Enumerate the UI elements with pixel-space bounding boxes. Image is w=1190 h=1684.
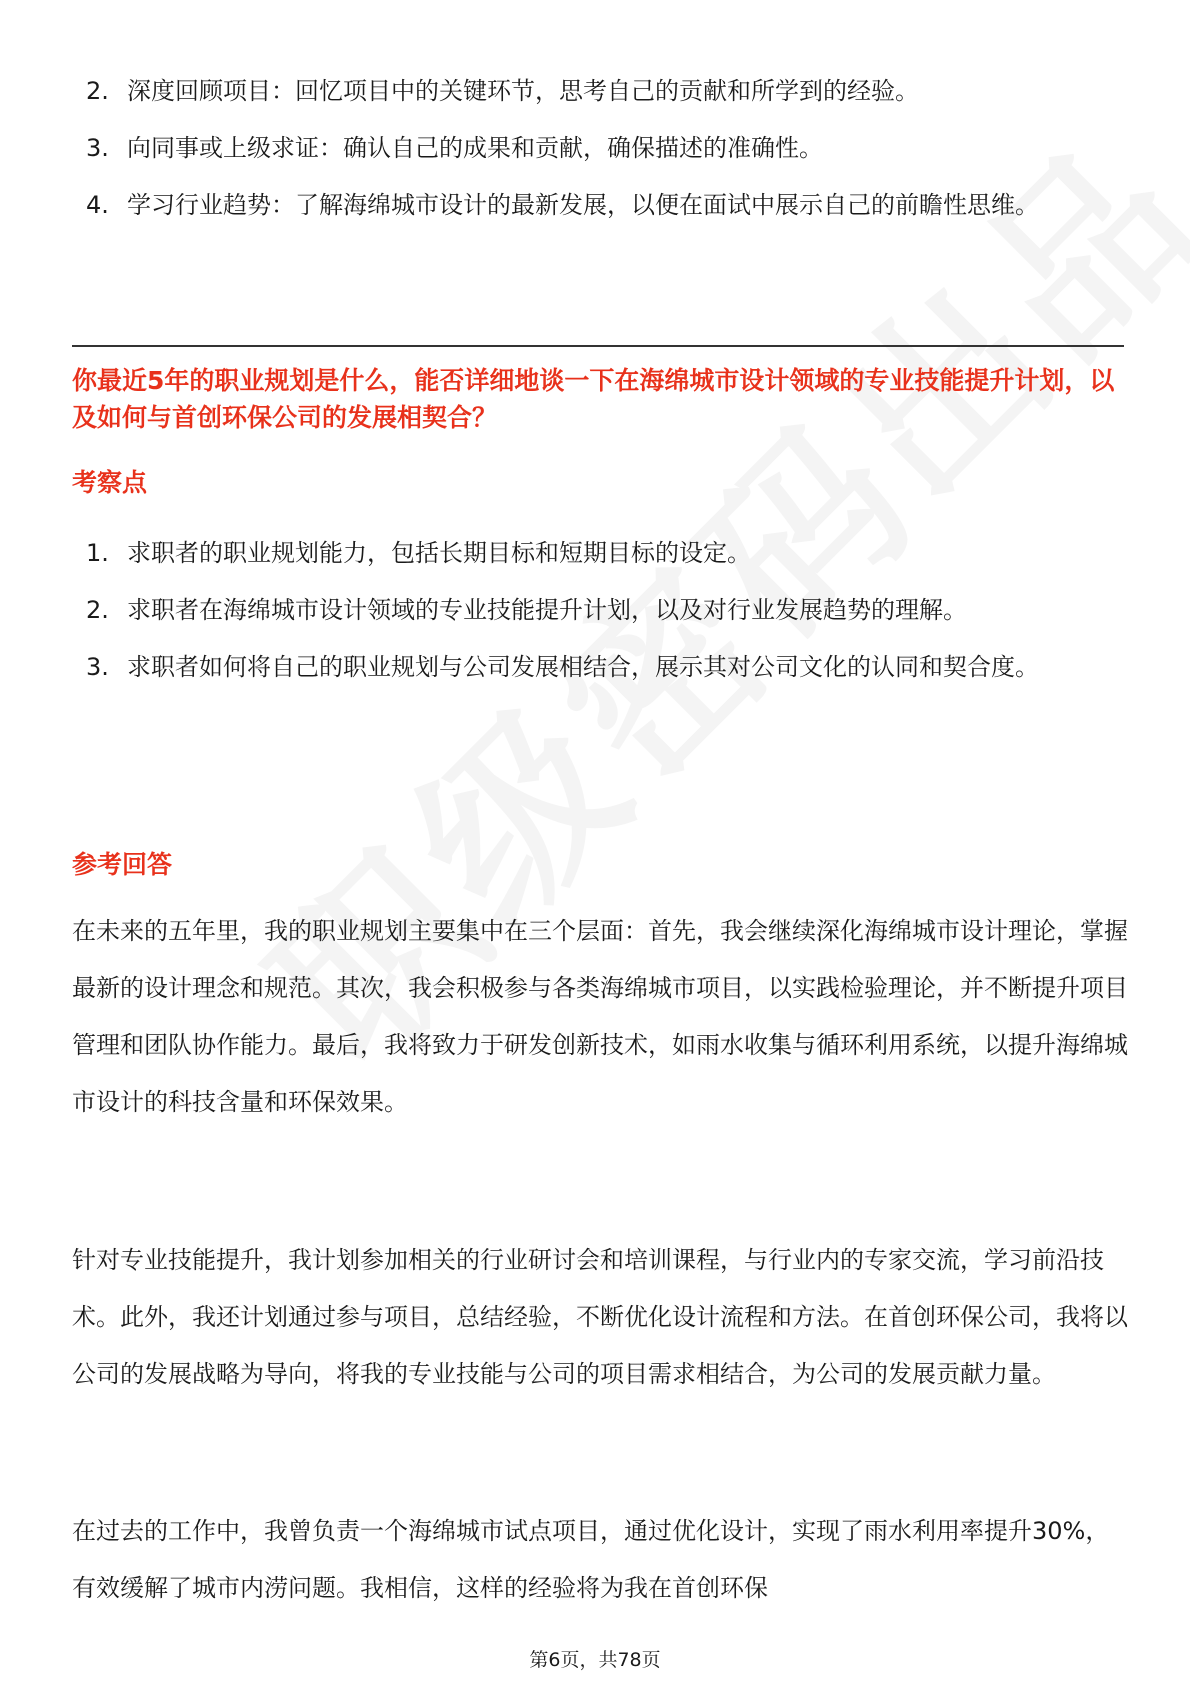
- list-item: [72, 525, 1112, 582]
- list-item: [72, 639, 1112, 696]
- list-text: 求职者如何将自己的职业规划与公司发展相结合，展示其对公司文化的认同和契合度。: [127, 653, 1039, 681]
- list-text: 向同事或上级求证：确认自己的成果和贡献，确保描述的准确性。: [127, 134, 823, 162]
- section-divider: [72, 345, 1124, 347]
- answer-paragraph: 在未来的五年里，我的职业规划主要集中在三个层面：首先，我会继续深化海绵城市设计理论，掌握最新的设计理念和规范。其次，我会积极参与各类海绵城市项目，以实践检验理论，并不断提升项目管理和团队协作能力。最后，我将致力于研发创新技术，如雨水收集与循环利用系统，以提升海绵城市设计的科技含量和环保效果。: [72, 917, 1128, 1116]
- list-number: 2.: [86, 596, 109, 624]
- list-text: 求职者的职业规划能力，包括长期目标和短期目标的设定。: [127, 539, 751, 567]
- answer-paragraph: 针对专业技能提升，我计划参加相关的行业研讨会和培训课程，与行业内的专家交流，学习前沿技术。此外，我还计划通过参与项目，总结经验，不断优化设计流程和方法。在首创环保公司，我将以公司的发展战略为导向，将我的专业技能与公司的项目需求相结合，为公司的发展贡献力量。: [72, 1246, 1128, 1388]
- list-item: [72, 63, 1112, 120]
- answer-paragraph: 在过去的工作中，我曾负责一个海绵城市试点项目，通过优化设计，实现了雨水利用率提升30%，有效缓解了城市内涝问题。我相信，这样的经验将为我在首创环保: [72, 1517, 1110, 1602]
- list-number: 3.: [86, 653, 109, 681]
- list-item: [72, 177, 1112, 234]
- top-list: [72, 63, 1112, 234]
- exam-points-list: [72, 525, 1112, 696]
- list-number: 4.: [86, 191, 109, 219]
- list-text: 深度回顾项目：回忆项目中的关键环节，思考自己的贡献和所学到的经验。: [127, 77, 919, 105]
- list-number: 3.: [86, 134, 109, 162]
- list-item: [72, 120, 1112, 177]
- exam-points-title: 考察点: [72, 468, 148, 497]
- list-item: [72, 582, 1112, 639]
- list-number: 2.: [86, 77, 109, 105]
- page-number-footer: 第6页，共78页: [529, 1649, 661, 1671]
- question-heading: 你最近5年的职业规划是什么，能否详细地谈一下在海绵城市设计领域的专业技能提升计划，以及如何与首创环保公司的发展相契合？: [72, 366, 1115, 432]
- list-text: 学习行业趋势：了解海绵城市设计的最新发展，以便在面试中展示自己的前瞻性思维。: [127, 191, 1039, 219]
- list-number: 1.: [86, 539, 109, 567]
- list-text: 求职者在海绵城市设计领域的专业技能提升计划，以及对行业发展趋势的理解。: [127, 596, 967, 624]
- answer-title: 参考回答: [72, 850, 173, 879]
